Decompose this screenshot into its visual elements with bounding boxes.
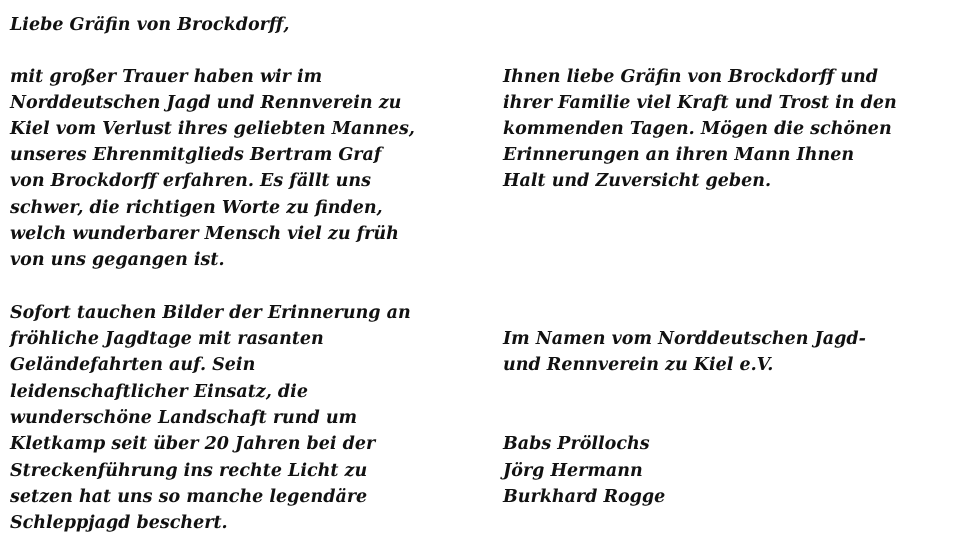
text-line: Streckenführung ins rechte Licht zu [10,461,368,481]
text-line: wunderschöne Landschaft rund um [10,408,358,428]
text-line: Schleppjagd beschert. [10,513,228,533]
text-line: Sofort tauchen Bilder der Erinnerung an [10,303,411,323]
text-line: Erinnerungen an ihren Mann Ihnen [503,145,855,165]
text-line: von uns gegangen ist. [10,250,225,270]
signatory-name: Burkhard Rogge [503,487,666,507]
text-line: leidenschaftlicher Einsatz, die [10,382,308,402]
text-line: ihrer Familie viel Kraft und Trost in den [503,93,897,113]
text-line: Geländefahrten auf. Sein [10,355,256,375]
text-line: welch wunderbarer Mensch viel zu früh [10,224,399,244]
text-line: Kletkamp seit über 20 Jahren bei der [10,434,376,454]
text-line: Kiel vom Verlust ihres geliebten Mannes, [10,119,415,139]
text-line: kommenden Tagen. Mögen die schönen [503,119,892,139]
text-line: setzen hat uns so manche legendäre [10,487,368,507]
text-line: Norddeutschen Jagd und Rennverein zu [10,93,402,113]
text-line: mit großer Trauer haben wir im [10,67,323,87]
text-line: Ihnen liebe Gräfin von Brockdorff und [503,67,879,87]
text-line: schwer, die richtigen Worte zu finden, [10,198,383,218]
text-line: unseres Ehrenmitglieds Bertram Graf [10,145,382,165]
text-line: fröhliche Jagdtage mit rasanten [10,329,324,349]
signatory-name: Jörg Hermann [503,461,643,481]
salutation: Liebe Gräfin von Brockdorff, [10,15,290,35]
signatory-name: Babs Pröllochs [503,434,650,454]
text-line: und Rennverein zu Kiel e.V. [503,355,774,375]
text-line: von Brockdorff erfahren. Es fällt uns [10,171,371,191]
text-line: Halt und Zuversicht geben. [503,171,772,191]
text-line: Im Namen vom Norddeutschen Jagd- [503,329,866,349]
